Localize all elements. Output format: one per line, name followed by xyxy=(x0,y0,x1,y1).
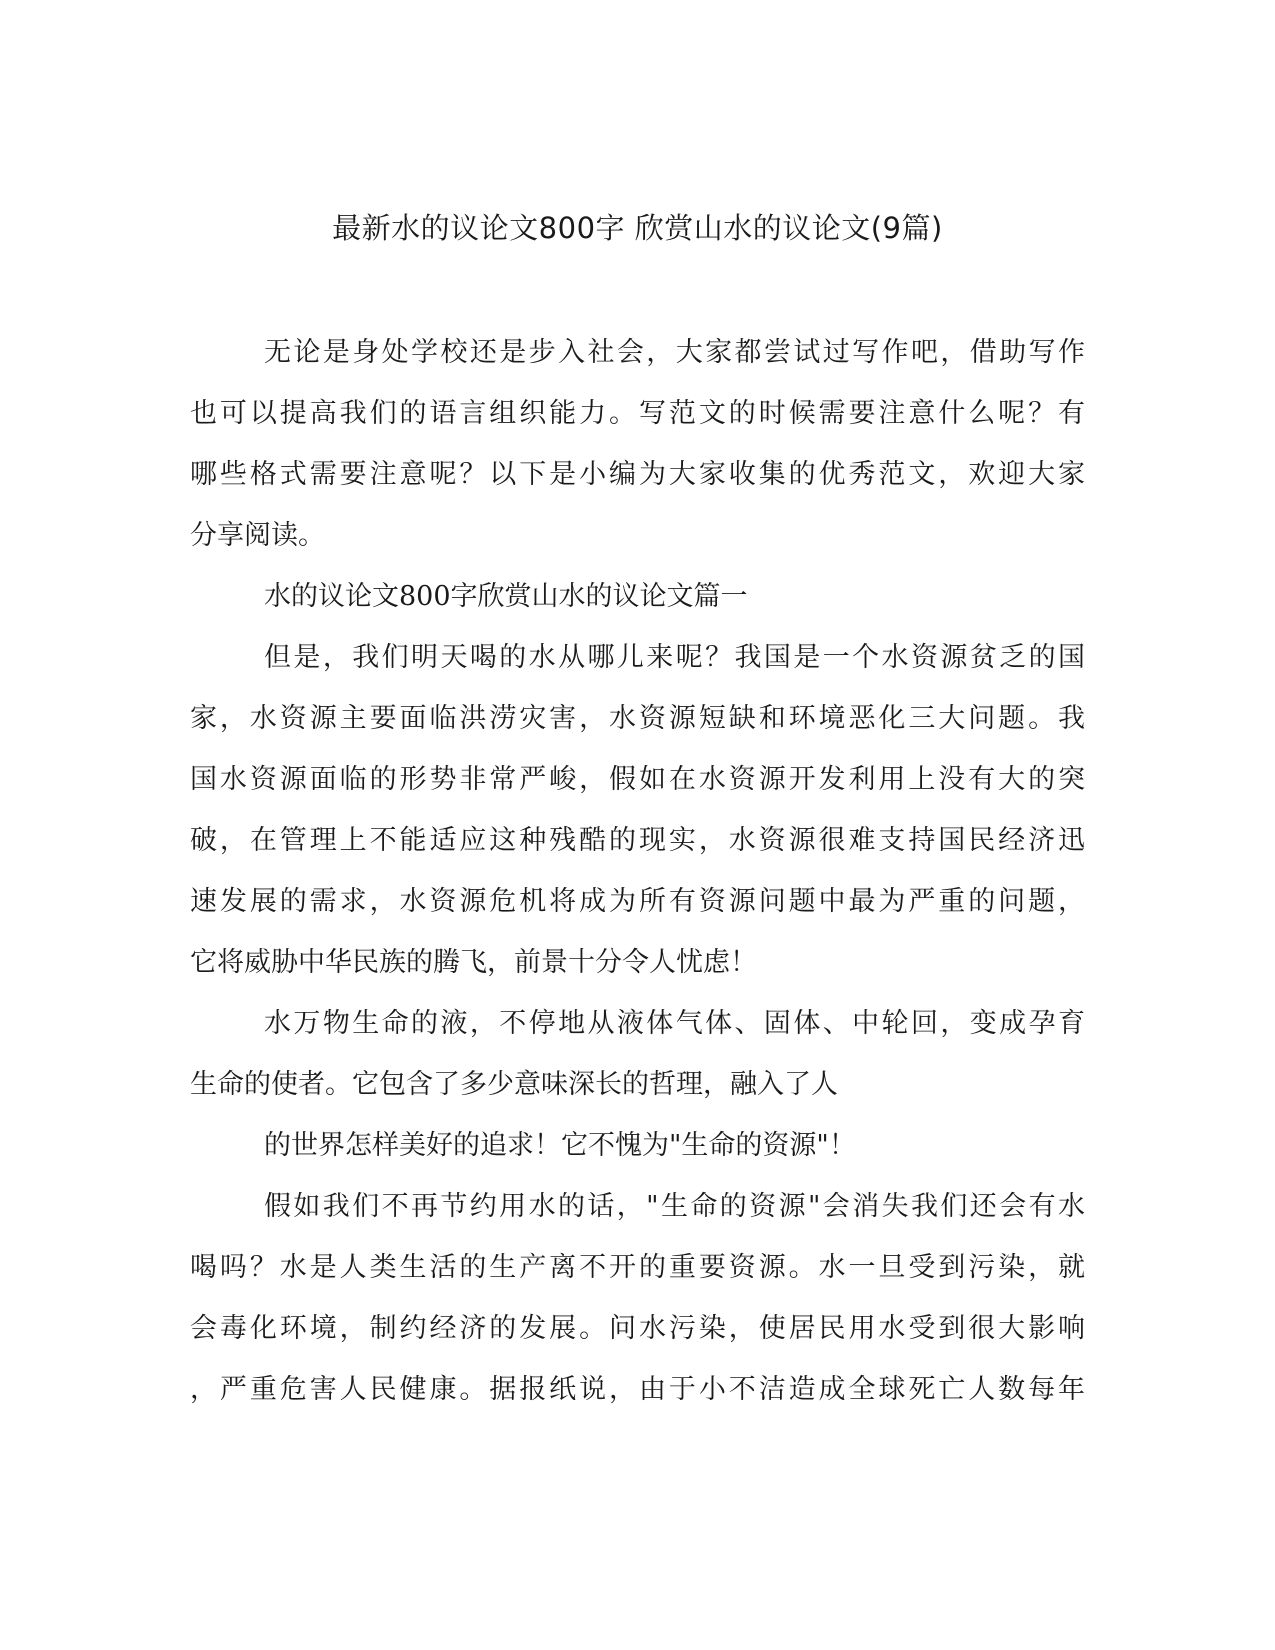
paragraph-line: 破，在管理上不能适应这种残酷的现实，水资源很难支持国民经济迅 xyxy=(190,825,1085,856)
paragraph-line: 也可以提高我们的语言组织能力。写范文的时候需要注意什么呢？有 xyxy=(190,398,1085,429)
paragraph-line: 哪些格式需要注意呢？以下是小编为大家收集的优秀范文，欢迎大家 xyxy=(190,459,1085,490)
paragraph-line: 它将威胁中华民族的腾飞，前景十分令人忧虑！ xyxy=(190,947,757,978)
paragraph-line: 生命的使者。它包含了多少意味深长的哲理，融入了人 xyxy=(190,1069,838,1100)
paragraph-line: 无论是身处学校还是步入社会，大家都尝试过写作吧，借助写作 xyxy=(264,337,1085,368)
paragraph-line: 家，水资源主要面临洪涝灾害，水资源短缺和环境恶化三大问题。我 xyxy=(190,703,1085,734)
paragraph-line: 分享阅读。 xyxy=(190,520,325,551)
paragraph-line: 水万物生命的液，不停地从液体气体、固体、中轮回，变成孕育 xyxy=(264,1008,1085,1039)
paragraph-line: ，严重危害人民健康。据报纸说，由于小不洁造成全球死亡人数每年 xyxy=(190,1374,1085,1405)
paragraph-line: 的世界怎样美好的追求！它不愧为"生命的资源"！ xyxy=(264,1130,856,1161)
paragraph-line: 但是，我们明天喝的水从哪儿来呢？我国是一个水资源贫乏的国 xyxy=(264,642,1085,673)
paragraph-line: 国水资源面临的形势非常严峻，假如在水资源开发利用上没有大的突 xyxy=(190,764,1085,795)
paragraph-line: 速发展的需求，水资源危机将成为所有资源问题中最为严重的问题， xyxy=(190,886,1085,917)
paragraph-line: 假如我们不再节约用水的话，"生命的资源"会消失我们还会有水 xyxy=(264,1191,1085,1222)
document-title: 最新水的议论文800字 欣赏山水的议论文(9篇) xyxy=(332,211,943,245)
document-body xyxy=(190,322,1085,1420)
paragraph-line: 会毒化环境，制约经济的发展。问水污染，使居民用水受到很大影响 xyxy=(190,1313,1085,1344)
section-heading: 水的议论文800字欣赏山水的议论文篇一 xyxy=(264,581,748,612)
paragraph-line: 喝吗？水是人类生活的生产离不开的重要资源。水一旦受到污染，就 xyxy=(190,1252,1085,1283)
